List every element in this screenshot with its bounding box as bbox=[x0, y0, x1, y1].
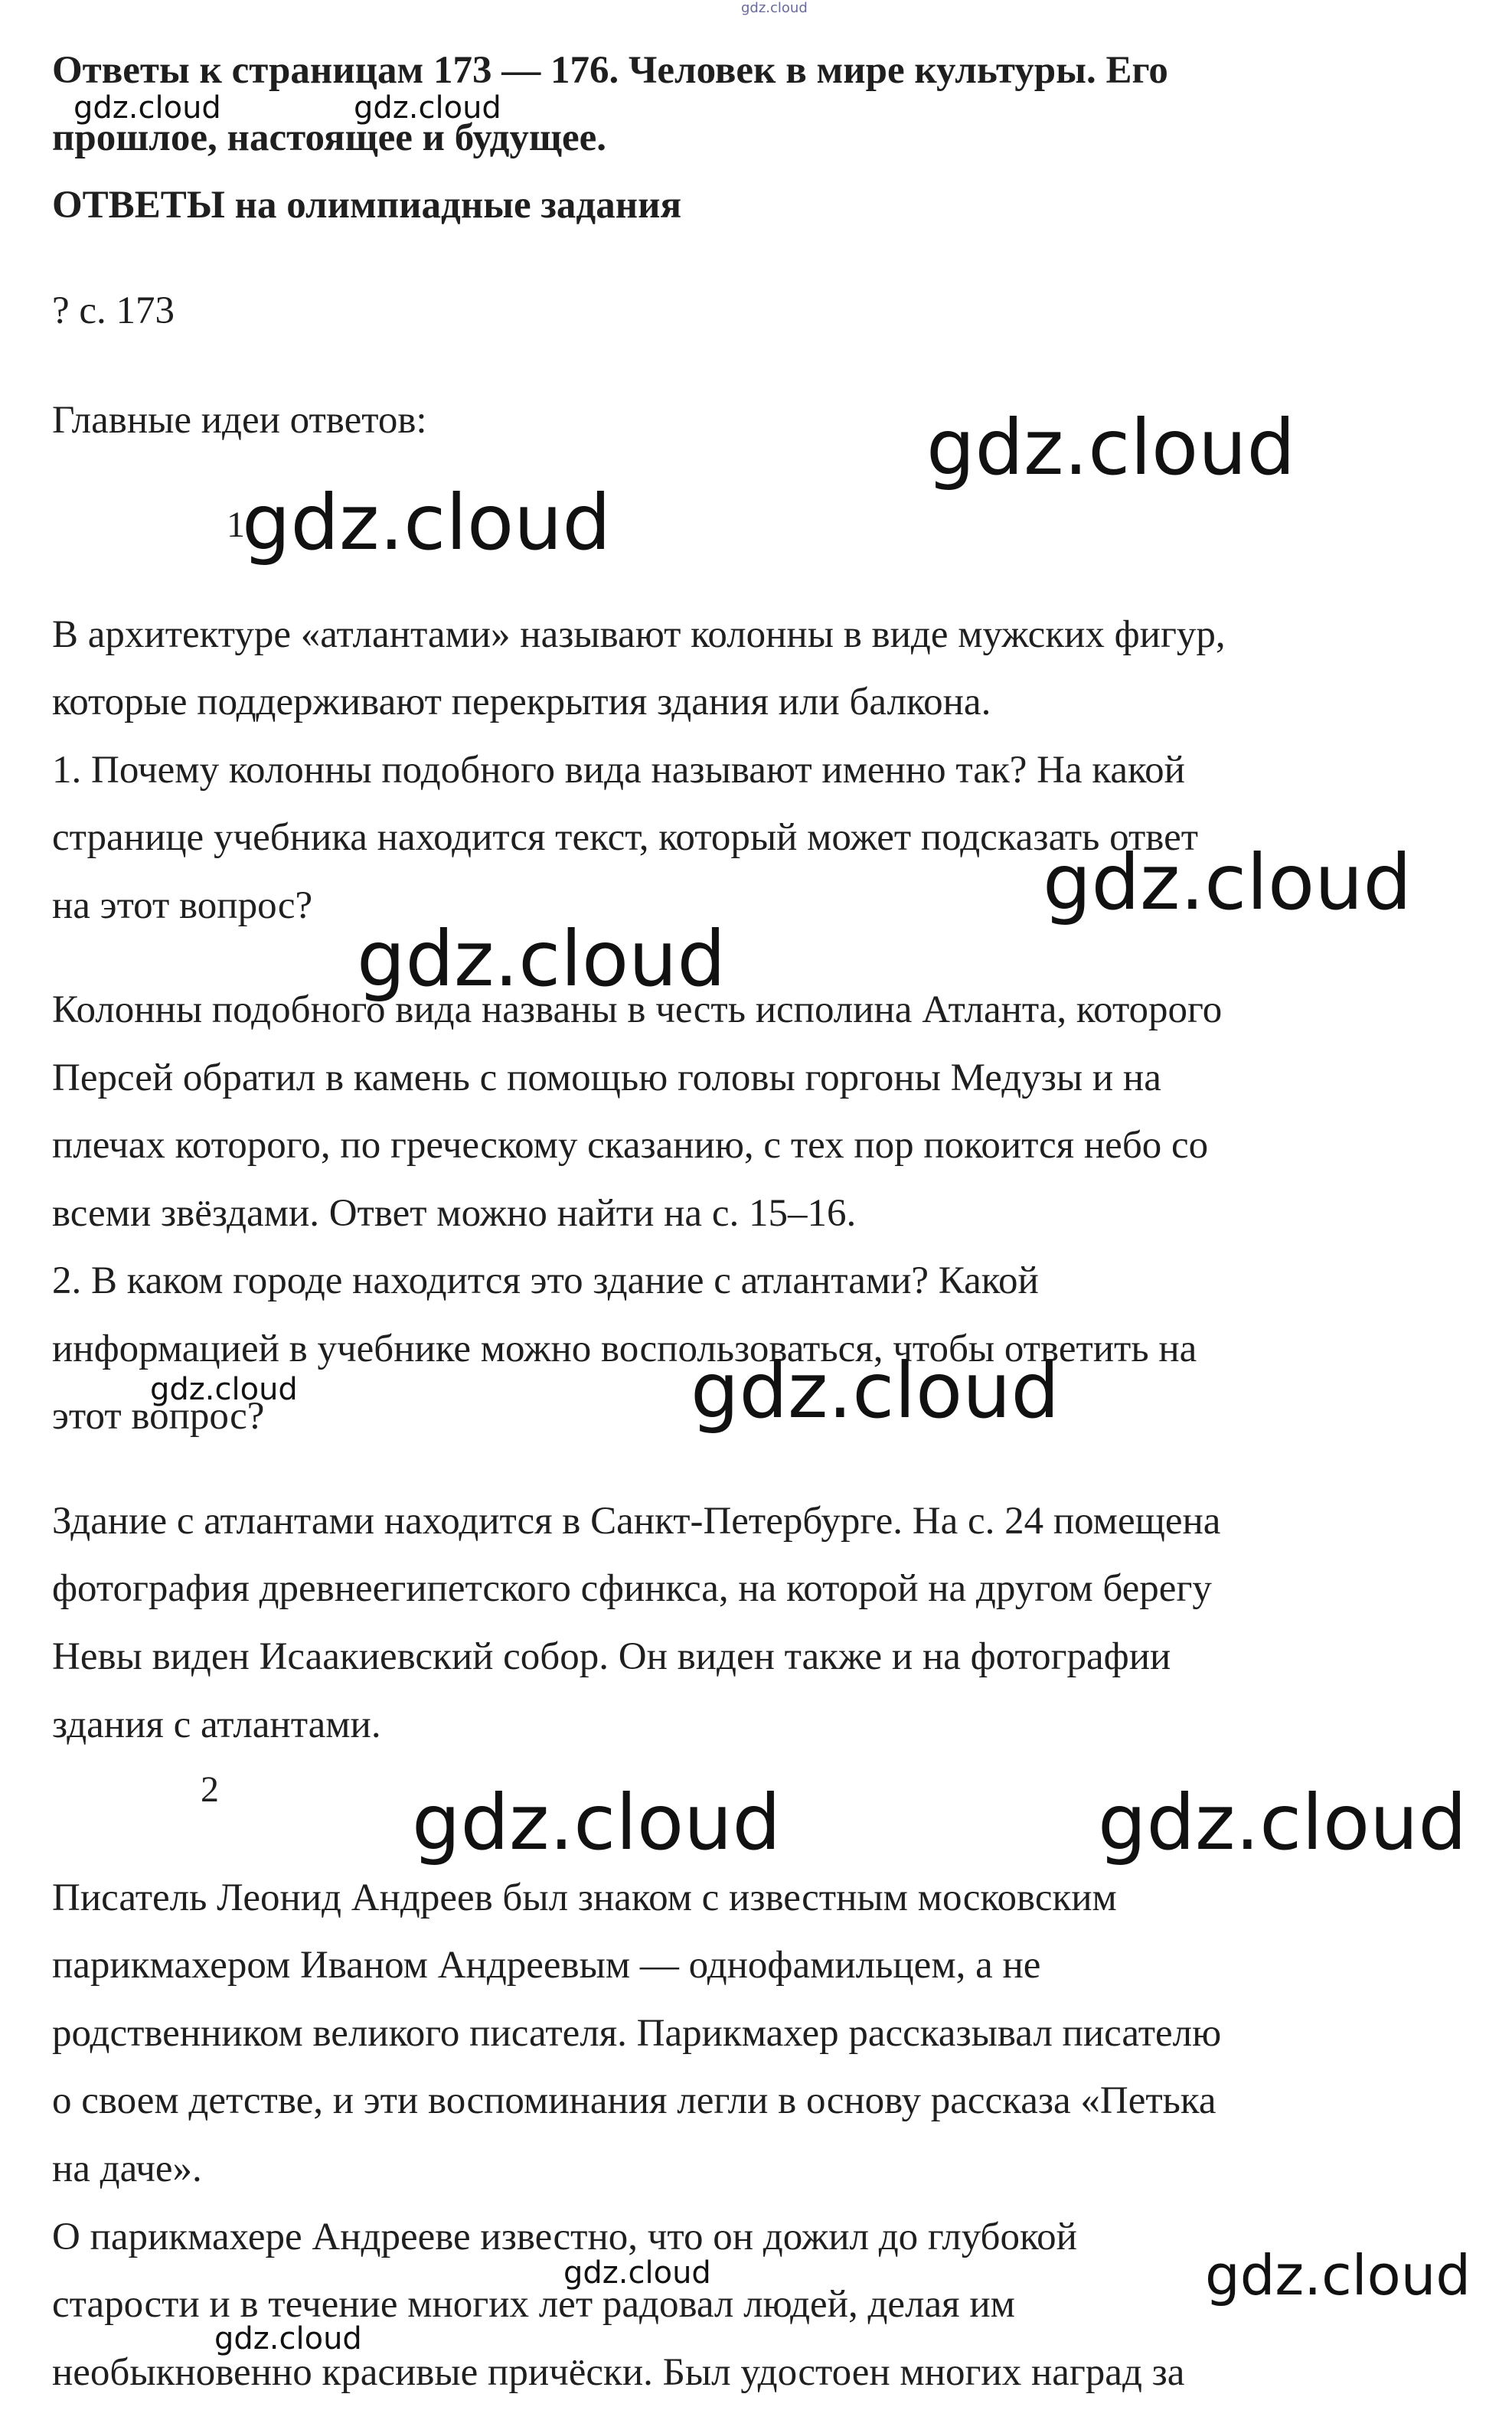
p4-line-7: старости и в течение многих лет радовал людей, делая им bbox=[52, 2283, 1015, 2326]
p3-line-2: фотография древнеегипетского сфинкса, на которой на другом берегу bbox=[52, 1567, 1212, 1610]
intro-text: Главные идеи ответов: bbox=[52, 399, 427, 442]
page-reference: ? с. 173 bbox=[52, 289, 175, 332]
title-line-1: Ответы к страницам 173 — 176. Человек в мире культуры. Его bbox=[52, 49, 1168, 92]
watermark-large: gdz.cloud bbox=[412, 1778, 782, 1867]
title-line-2: прошлое, настоящее и будущее. bbox=[52, 116, 607, 159]
p4-line-1: Писатель Леонид Андреев был знаком с известным московским bbox=[52, 1876, 1117, 1919]
p2-line-1: Колонны подобного вида названы в честь исполина Атланта, которого bbox=[52, 988, 1223, 1031]
watermark-small: gdz.cloud bbox=[73, 90, 221, 126]
p1-line-1: В архитектуре «атлантами» называют колонны в виде мужских фигур, bbox=[52, 613, 1226, 656]
watermark-small: gdz.cloud bbox=[214, 2321, 362, 2356]
watermark-large: gdz.cloud bbox=[1098, 1778, 1468, 1867]
p3-line-1: Здание с атлантами находится в Санкт-Петербурге. На с. 24 помещена bbox=[52, 1500, 1221, 1543]
watermark-large: gdz.cloud bbox=[1043, 838, 1412, 927]
p2-line-4: всеми звёздами. Ответ можно найти на с. 15–16. bbox=[52, 1192, 857, 1235]
p1-line-4: странице учебника находится текст, который может подсказать ответ bbox=[52, 816, 1199, 859]
watermark-large: gdz.cloud bbox=[691, 1346, 1060, 1435]
p4-line-2: парикмахером Иваном Андреевым — однофамильцем, а не bbox=[52, 1944, 1041, 1987]
watermark-small: gdz.cloud bbox=[150, 1372, 298, 1407]
p4-line-6: О парикмахере Андрееве известно, что он дожил до глубокой bbox=[52, 2216, 1077, 2258]
p2-line-5: 2. В каком городе находится это здание с атлантами? Какой bbox=[52, 1259, 1039, 1302]
watermark-medium: gdz.cloud bbox=[1205, 2243, 1471, 2307]
task-number-2: 2 bbox=[201, 1769, 219, 1810]
p2-line-7: этот вопрос? bbox=[52, 1395, 265, 1438]
watermark-top: gdz.cloud bbox=[741, 0, 808, 16]
p3-line-3: Невы виден Исаакиевский собор. Он виден также и на фотографии bbox=[52, 1635, 1171, 1678]
watermark-large: gdz.cloud bbox=[357, 914, 727, 1004]
p1-line-3: 1. Почему колонны подобного вида называют именно так? На какой bbox=[52, 749, 1185, 792]
p4-line-8: необыкновенно красивые причёски. Был удостоен многих наград за bbox=[52, 2351, 1185, 2394]
task-number-1: 1 bbox=[227, 505, 245, 545]
watermark-large: gdz.cloud bbox=[242, 478, 612, 567]
p4-line-3: родственником великого писателя. Парикмахер рассказывал писателю bbox=[52, 2012, 1222, 2055]
subtitle: ОТВЕТЫ на олимпиадные задания bbox=[52, 184, 682, 227]
p1-line-2: которые поддерживают перекрытия здания или балкона. bbox=[52, 681, 991, 723]
p2-line-3: плечах которого, по греческому сказанию, с тех пор покоится небо со bbox=[52, 1124, 1209, 1167]
watermark-small: gdz.cloud bbox=[354, 90, 501, 126]
p4-line-4: о своем детстве, и эти воспоминания легли в основу рассказа «Петька bbox=[52, 2079, 1216, 2122]
p3-line-4: здания с атлантами. bbox=[52, 1703, 381, 1746]
p2-line-2: Персей обратил в камень с помощью головы горгоны Медузы и на bbox=[52, 1057, 1161, 1099]
p1-line-5: на этот вопрос? bbox=[52, 884, 313, 927]
p2-line-6: информацией в учебнике можно воспользоваться, чтобы ответить на bbox=[52, 1328, 1197, 1370]
watermark-large: gdz.cloud bbox=[926, 403, 1296, 492]
watermark-small: gdz.cloud bbox=[563, 2255, 711, 2291]
p4-line-5: на даче». bbox=[52, 2147, 202, 2190]
